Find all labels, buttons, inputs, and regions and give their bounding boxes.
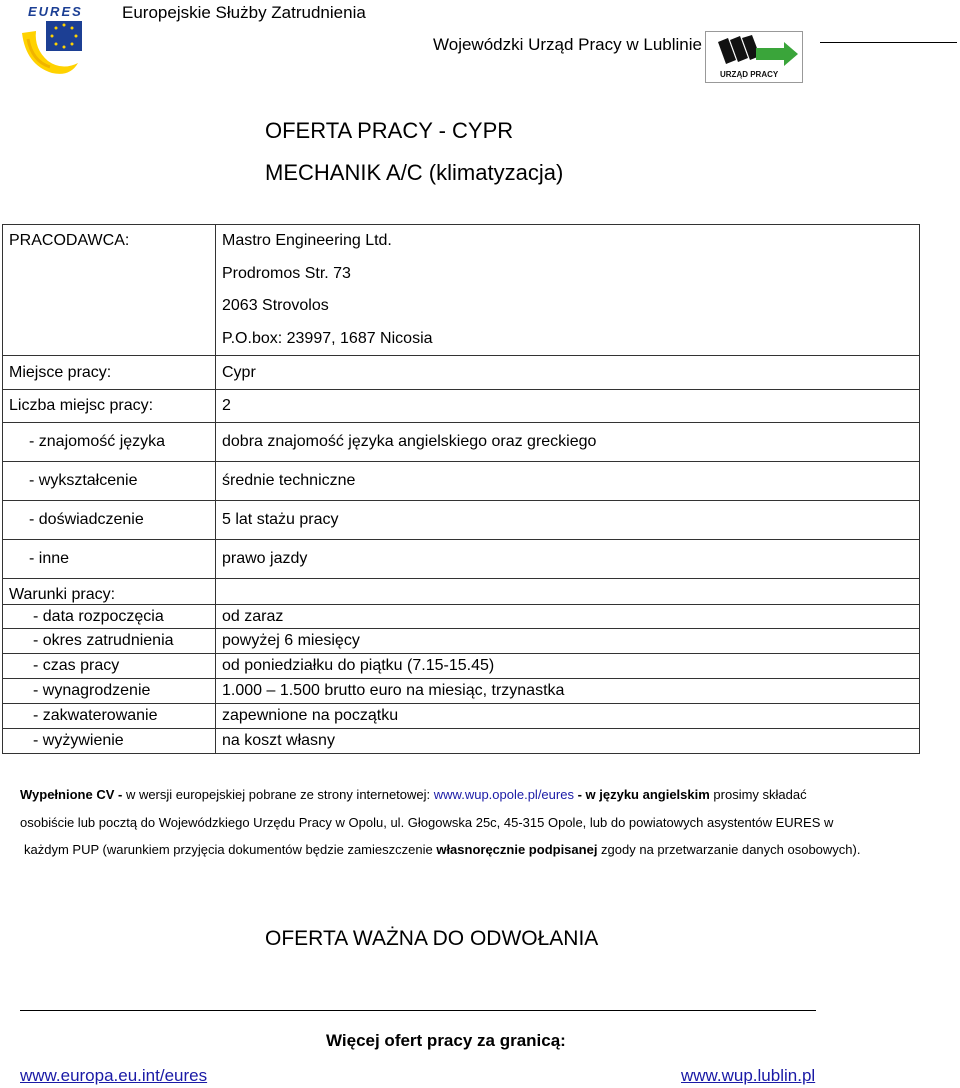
condition-label: - wynagrodzenie xyxy=(3,679,216,704)
application-note-line xyxy=(24,842,860,857)
condition-label: - czas pracy xyxy=(3,654,216,679)
condition-row xyxy=(3,605,920,629)
org-right-name: Wojewódzki Urząd Pracy w Lublinie xyxy=(433,35,702,54)
svg-text:EURES: EURES xyxy=(28,4,83,19)
requirement-value: prawo jazdy xyxy=(216,540,920,579)
eures-portal-link[interactable]: www.europa.eu.int/eures xyxy=(20,1066,208,1085)
requirement-value: średnie techniczne xyxy=(216,462,920,501)
location-value: Cypr xyxy=(216,356,920,390)
condition-label: - wyżywienie xyxy=(3,729,216,754)
note-text: zgody na przetwarzanie danych osobowych). xyxy=(597,842,861,857)
condition-value: zapewnione na początku xyxy=(216,704,920,729)
requirement-label: - wykształcenie xyxy=(3,462,216,501)
wup-opole-link[interactable]: www.wup.opole.pl/eures xyxy=(433,787,574,802)
employer-line: 2063 Strovolos xyxy=(222,297,329,314)
employer-line: P.O.box: 23997, 1687 Nicosia xyxy=(222,329,433,347)
condition-value: na koszt własny xyxy=(216,729,920,754)
location-label: Miejsce pracy: xyxy=(3,356,216,390)
wup-lublin-link[interactable]: www.wup.lublin.pl xyxy=(681,1066,816,1085)
note-text: w wersji europejskiej pobrane ze strony internetowej: xyxy=(125,787,434,802)
employer-row xyxy=(3,225,920,356)
condition-row xyxy=(3,654,920,679)
requirement-row xyxy=(3,501,920,540)
svg-text:URZĄD PRACY: URZĄD PRACY xyxy=(720,70,779,79)
note-text: każdym PUP (warunkiem przyjęcia dokumentów będzie zamieszczenie xyxy=(24,842,437,857)
header-rule xyxy=(820,42,957,43)
requirement-label: - inne xyxy=(3,540,216,579)
org-left-name: Europejskie Służby Zatrudnienia xyxy=(122,3,366,22)
condition-label: - data rozpoczęcia xyxy=(3,605,216,629)
positions-label: Liczba miejsc pracy: xyxy=(3,390,216,423)
condition-row xyxy=(3,704,920,729)
condition-value: od zaraz xyxy=(216,605,920,629)
requirement-value: 5 lat stażu pracy xyxy=(216,501,920,540)
condition-row xyxy=(3,729,920,754)
positions-value: 2 xyxy=(216,390,920,423)
positions-row xyxy=(3,390,920,423)
condition-label: - zakwaterowanie xyxy=(3,704,216,729)
offer-validity: OFERTA WAŻNA DO ODWOŁANIA xyxy=(265,927,599,950)
note-bold: Wypełnione CV - xyxy=(20,787,126,802)
urzad-pracy-logo xyxy=(705,31,803,83)
offer-table xyxy=(2,224,920,754)
condition-value: powyżej 6 miesięcy xyxy=(216,629,920,654)
footer-rule xyxy=(20,1010,816,1011)
note-bold: własnoręcznie podpisanej xyxy=(436,842,598,857)
requirement-label: - znajomość języka xyxy=(3,423,216,462)
requirement-row xyxy=(3,540,920,579)
application-note-line: osobiście lub pocztą do Wojewódzkiego Urzędu Pracy w Opolu, ul. Głogowska 25c, 45-315 Opole, lub do powiatowych asystentów EURES w xyxy=(20,815,834,830)
requirement-row xyxy=(3,423,920,462)
job-title: MECHANIK A/C (klimatyzacja) xyxy=(265,160,564,185)
conditions-label: Warunki pracy: xyxy=(3,579,216,605)
note-text: prosimy składać xyxy=(709,787,807,802)
application-note-line xyxy=(20,787,807,802)
requirement-row xyxy=(3,462,920,501)
eures-logo xyxy=(18,3,88,79)
condition-label: - okres zatrudnienia xyxy=(3,629,216,654)
employer-line: Prodromos Str. 73 xyxy=(222,264,351,282)
requirement-label: - doświadczenie xyxy=(3,501,216,540)
condition-row xyxy=(3,629,920,654)
offer-title: OFERTA PRACY - CYPR xyxy=(265,118,514,143)
employer-label: PRACODAWCA: xyxy=(9,232,130,249)
more-offers-heading: Więcej ofert pracy za granicą: xyxy=(326,1031,566,1050)
conditions-heading-row xyxy=(3,579,920,605)
location-row xyxy=(3,356,920,390)
condition-row xyxy=(3,679,920,704)
requirement-value: dobra znajomość języka angielskiego oraz greckiego xyxy=(216,423,920,462)
condition-value: 1.000 – 1.500 brutto euro na miesiąc, trzynastka xyxy=(216,679,920,704)
employer-line: Mastro Engineering Ltd. xyxy=(222,232,392,249)
note-bold: - w języku angielskim xyxy=(573,787,710,802)
condition-value: od poniedziałku do piątku (7.15-15.45) xyxy=(216,654,920,679)
